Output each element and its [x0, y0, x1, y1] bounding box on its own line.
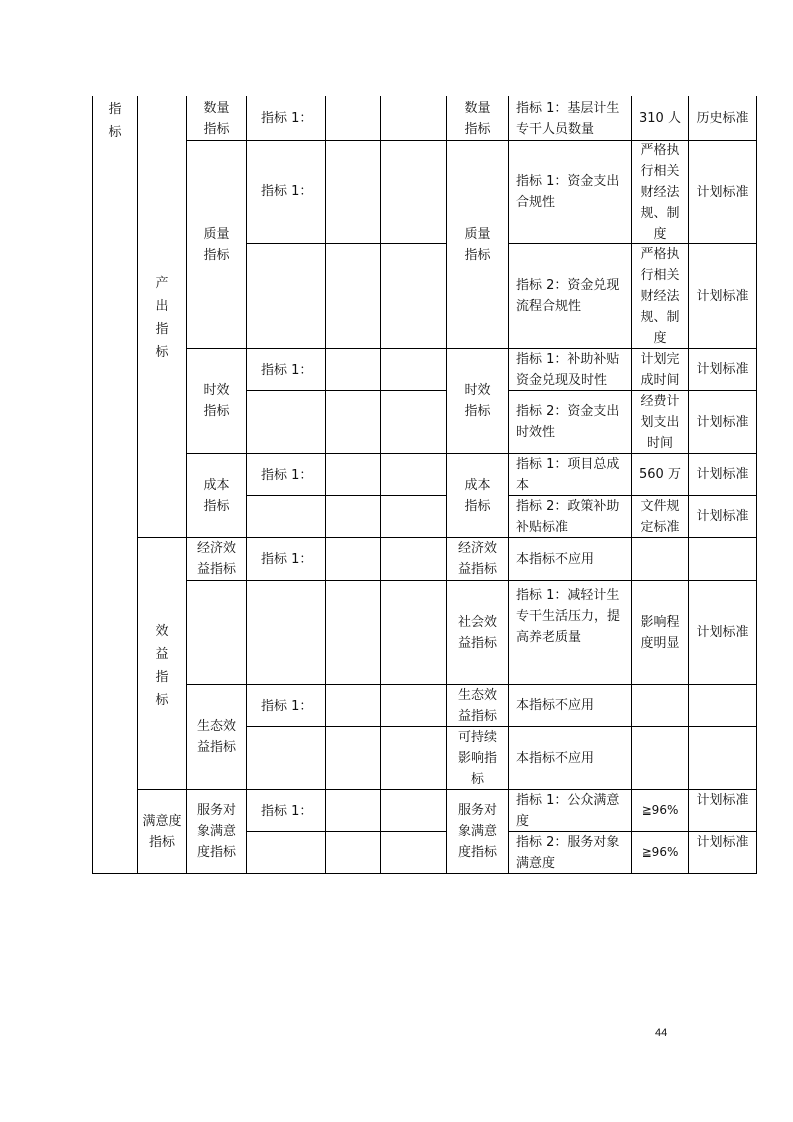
right-indicator-text: 指标 2：政策补助补贴标准 [516, 498, 620, 535]
right-sub-sustain [447, 727, 508, 789]
grid-line [325, 96, 326, 874]
left-indicator-text: 指标 1： [261, 804, 313, 819]
right-sub-service [447, 790, 508, 873]
right-indicator-cell [509, 538, 631, 580]
left-indicator-cell [247, 181, 325, 206]
left-sub-ecology [187, 685, 246, 789]
right-indicator-cell [509, 581, 631, 684]
right-sub-quality-label: 质量指标 [464, 226, 491, 263]
right-indicator-text: 指标 2：服务对象满意度 [516, 834, 620, 871]
right-indicator-cell [509, 727, 631, 789]
left-sub-quantity [187, 97, 246, 140]
standard-cell [689, 454, 756, 495]
grid-line [756, 96, 757, 874]
value-cell [632, 349, 688, 390]
left-indicator-cell [247, 108, 325, 133]
value-cell [632, 391, 688, 453]
standard-text: 计划标准 [696, 288, 749, 304]
group-satisfaction-cell [138, 790, 186, 873]
left-indicator-cell [247, 696, 325, 721]
standard-cell [689, 496, 756, 537]
left-sub-time-label: 时效指标 [203, 383, 230, 419]
standard-text: 计划标准 [696, 625, 749, 640]
right-indicator-cell [509, 496, 631, 537]
right-sub-cost-label: 成本指标 [464, 477, 491, 514]
left-sub-quality [187, 141, 246, 348]
grid-line [246, 831, 446, 832]
right-sub-quantity [447, 97, 508, 140]
page-number: 44 [655, 1027, 668, 1039]
left-sub-quality-label: 质量指标 [203, 226, 230, 263]
right-indicator-cell [509, 832, 631, 873]
right-indicator-cell [509, 244, 631, 348]
right-indicator-cell [509, 454, 631, 495]
right-sub-service-label: 服务对象满意度指标 [457, 803, 497, 860]
standard-text: 计划标准 [696, 793, 749, 808]
grid-line [137, 96, 138, 874]
right-indicator-text: 指标 2：资金支出时效性 [516, 404, 620, 440]
left-indicator-cell [247, 549, 325, 574]
value-text: 计划完成时间 [640, 351, 680, 388]
right-sub-ecology [447, 685, 508, 726]
left-indicator-text: 指标 1： [261, 111, 313, 126]
right-indicator-text: 本指标不应用 [516, 750, 595, 766]
grid-line [246, 390, 446, 391]
right-sub-quantity-label: 数量指标 [464, 100, 491, 137]
value-cell [632, 244, 688, 348]
left-sub-ecology-label: 生态效益指标 [196, 719, 236, 755]
right-indicator-text: 指标 2：资金兑现流程合规性 [516, 278, 620, 314]
standard-text: 计划标准 [696, 184, 749, 200]
right-indicator-cell [509, 790, 631, 831]
right-sub-social-label: 社会效益指标 [457, 614, 497, 651]
standard-text: 计划标准 [696, 467, 749, 482]
left-indicator-text: 指标 1： [261, 184, 313, 199]
standard-text: 计划标准 [696, 509, 749, 524]
value-text: 严格执行相关财经法规、制度 [640, 142, 680, 242]
value-text: 严格执行相关财经法规、制度 [640, 246, 680, 346]
right-indicator-cell [509, 141, 631, 243]
left-sub-cost [187, 454, 246, 537]
right-indicator-cell [509, 349, 631, 390]
standard-cell [689, 790, 756, 812]
standard-cell [689, 391, 756, 453]
right-indicator-cell [509, 685, 631, 726]
left-indicator-cell [247, 801, 325, 826]
outer-label-cell [93, 98, 137, 138]
group-benefit-cell [138, 620, 186, 715]
value-cell [632, 454, 688, 495]
standard-cell [689, 581, 756, 684]
left-indicator-text: 指标 1： [261, 468, 313, 483]
right-sub-ecology-label: 生态效益指标 [457, 687, 497, 724]
grid-line [246, 495, 446, 496]
value-text: 影响程度明显 [640, 614, 680, 651]
right-sub-time-label: 时效指标 [464, 383, 491, 419]
standard-cell [689, 141, 756, 243]
right-sub-quality [447, 141, 508, 348]
right-sub-social [447, 581, 508, 684]
outer-label: 指标 [108, 102, 122, 140]
standard-cell [689, 349, 756, 390]
value-text: 560 万 [639, 467, 681, 482]
right-indicator-text: 指标 1：资金支出合规性 [516, 174, 620, 210]
left-sub-economic [187, 538, 246, 580]
grid-line [92, 873, 756, 874]
group-benefit-label: 效益指标 [155, 624, 169, 708]
left-indicator-cell [247, 360, 325, 385]
right-sub-cost [447, 454, 508, 537]
left-indicator-text: 指标 1： [261, 699, 313, 714]
value-text: ≧96% [641, 803, 679, 817]
right-indicator-text: 指标 1：公众满意度 [516, 792, 620, 829]
standard-cell [689, 832, 756, 854]
left-indicator-text: 指标 1： [261, 363, 313, 378]
left-sub-time [187, 349, 246, 453]
right-indicator-cell [509, 391, 631, 453]
right-sub-economic [447, 538, 508, 580]
value-text: 文件规定标准 [640, 498, 680, 535]
value-text: 310 人 [639, 111, 681, 126]
right-indicator-text: 指标 1：减轻计生专干生活压力，提高养老质量 [516, 588, 621, 645]
left-indicator-cell [247, 465, 325, 490]
value-cell [632, 496, 688, 537]
value-cell [632, 832, 688, 873]
left-sub-quantity-label: 数量指标 [203, 100, 230, 137]
right-indicator-text: 指标 1：补助补贴资金兑现及时性 [516, 351, 620, 388]
left-sub-economic-label: 经济效益指标 [196, 541, 236, 577]
right-indicator-text: 本指标不应用 [516, 551, 595, 567]
right-indicator-text: 本指标不应用 [516, 698, 595, 713]
left-indicator-text: 指标 1： [261, 552, 313, 567]
standard-text: 计划标准 [696, 835, 749, 850]
standard-text: 计划标准 [696, 414, 749, 430]
right-indicator-text: 指标 1：基层计生专干人员数量 [516, 100, 620, 137]
group-satisfaction-label: 满意度指标 [142, 813, 182, 850]
grid-line [246, 243, 446, 244]
value-text: ≧96% [641, 845, 679, 859]
standard-cell [689, 97, 756, 140]
value-cell [632, 97, 688, 140]
standard-text: 历史标准 [696, 111, 749, 126]
left-sub-cost-label: 成本指标 [203, 477, 230, 514]
value-cell [632, 141, 688, 243]
right-sub-economic-label: 经济效益指标 [457, 541, 497, 577]
value-cell [632, 790, 688, 831]
group-output-label: 产出指标 [155, 276, 169, 360]
group-output-cell [138, 272, 186, 362]
left-sub-service [187, 790, 246, 873]
right-indicator-text: 指标 1：项目总成本 [516, 456, 620, 493]
right-sub-time [447, 349, 508, 453]
left-sub-service-label: 服务对象满意度指标 [196, 803, 236, 860]
value-text: 经费计划支出时间 [640, 393, 680, 451]
grid-line [92, 96, 93, 874]
right-indicator-cell [509, 97, 631, 140]
standard-text: 计划标准 [696, 362, 749, 377]
grid-line [380, 96, 381, 874]
standard-cell [689, 244, 756, 348]
value-cell [632, 581, 688, 684]
right-sub-sustain-label: 可持续影响指标 [457, 729, 497, 787]
